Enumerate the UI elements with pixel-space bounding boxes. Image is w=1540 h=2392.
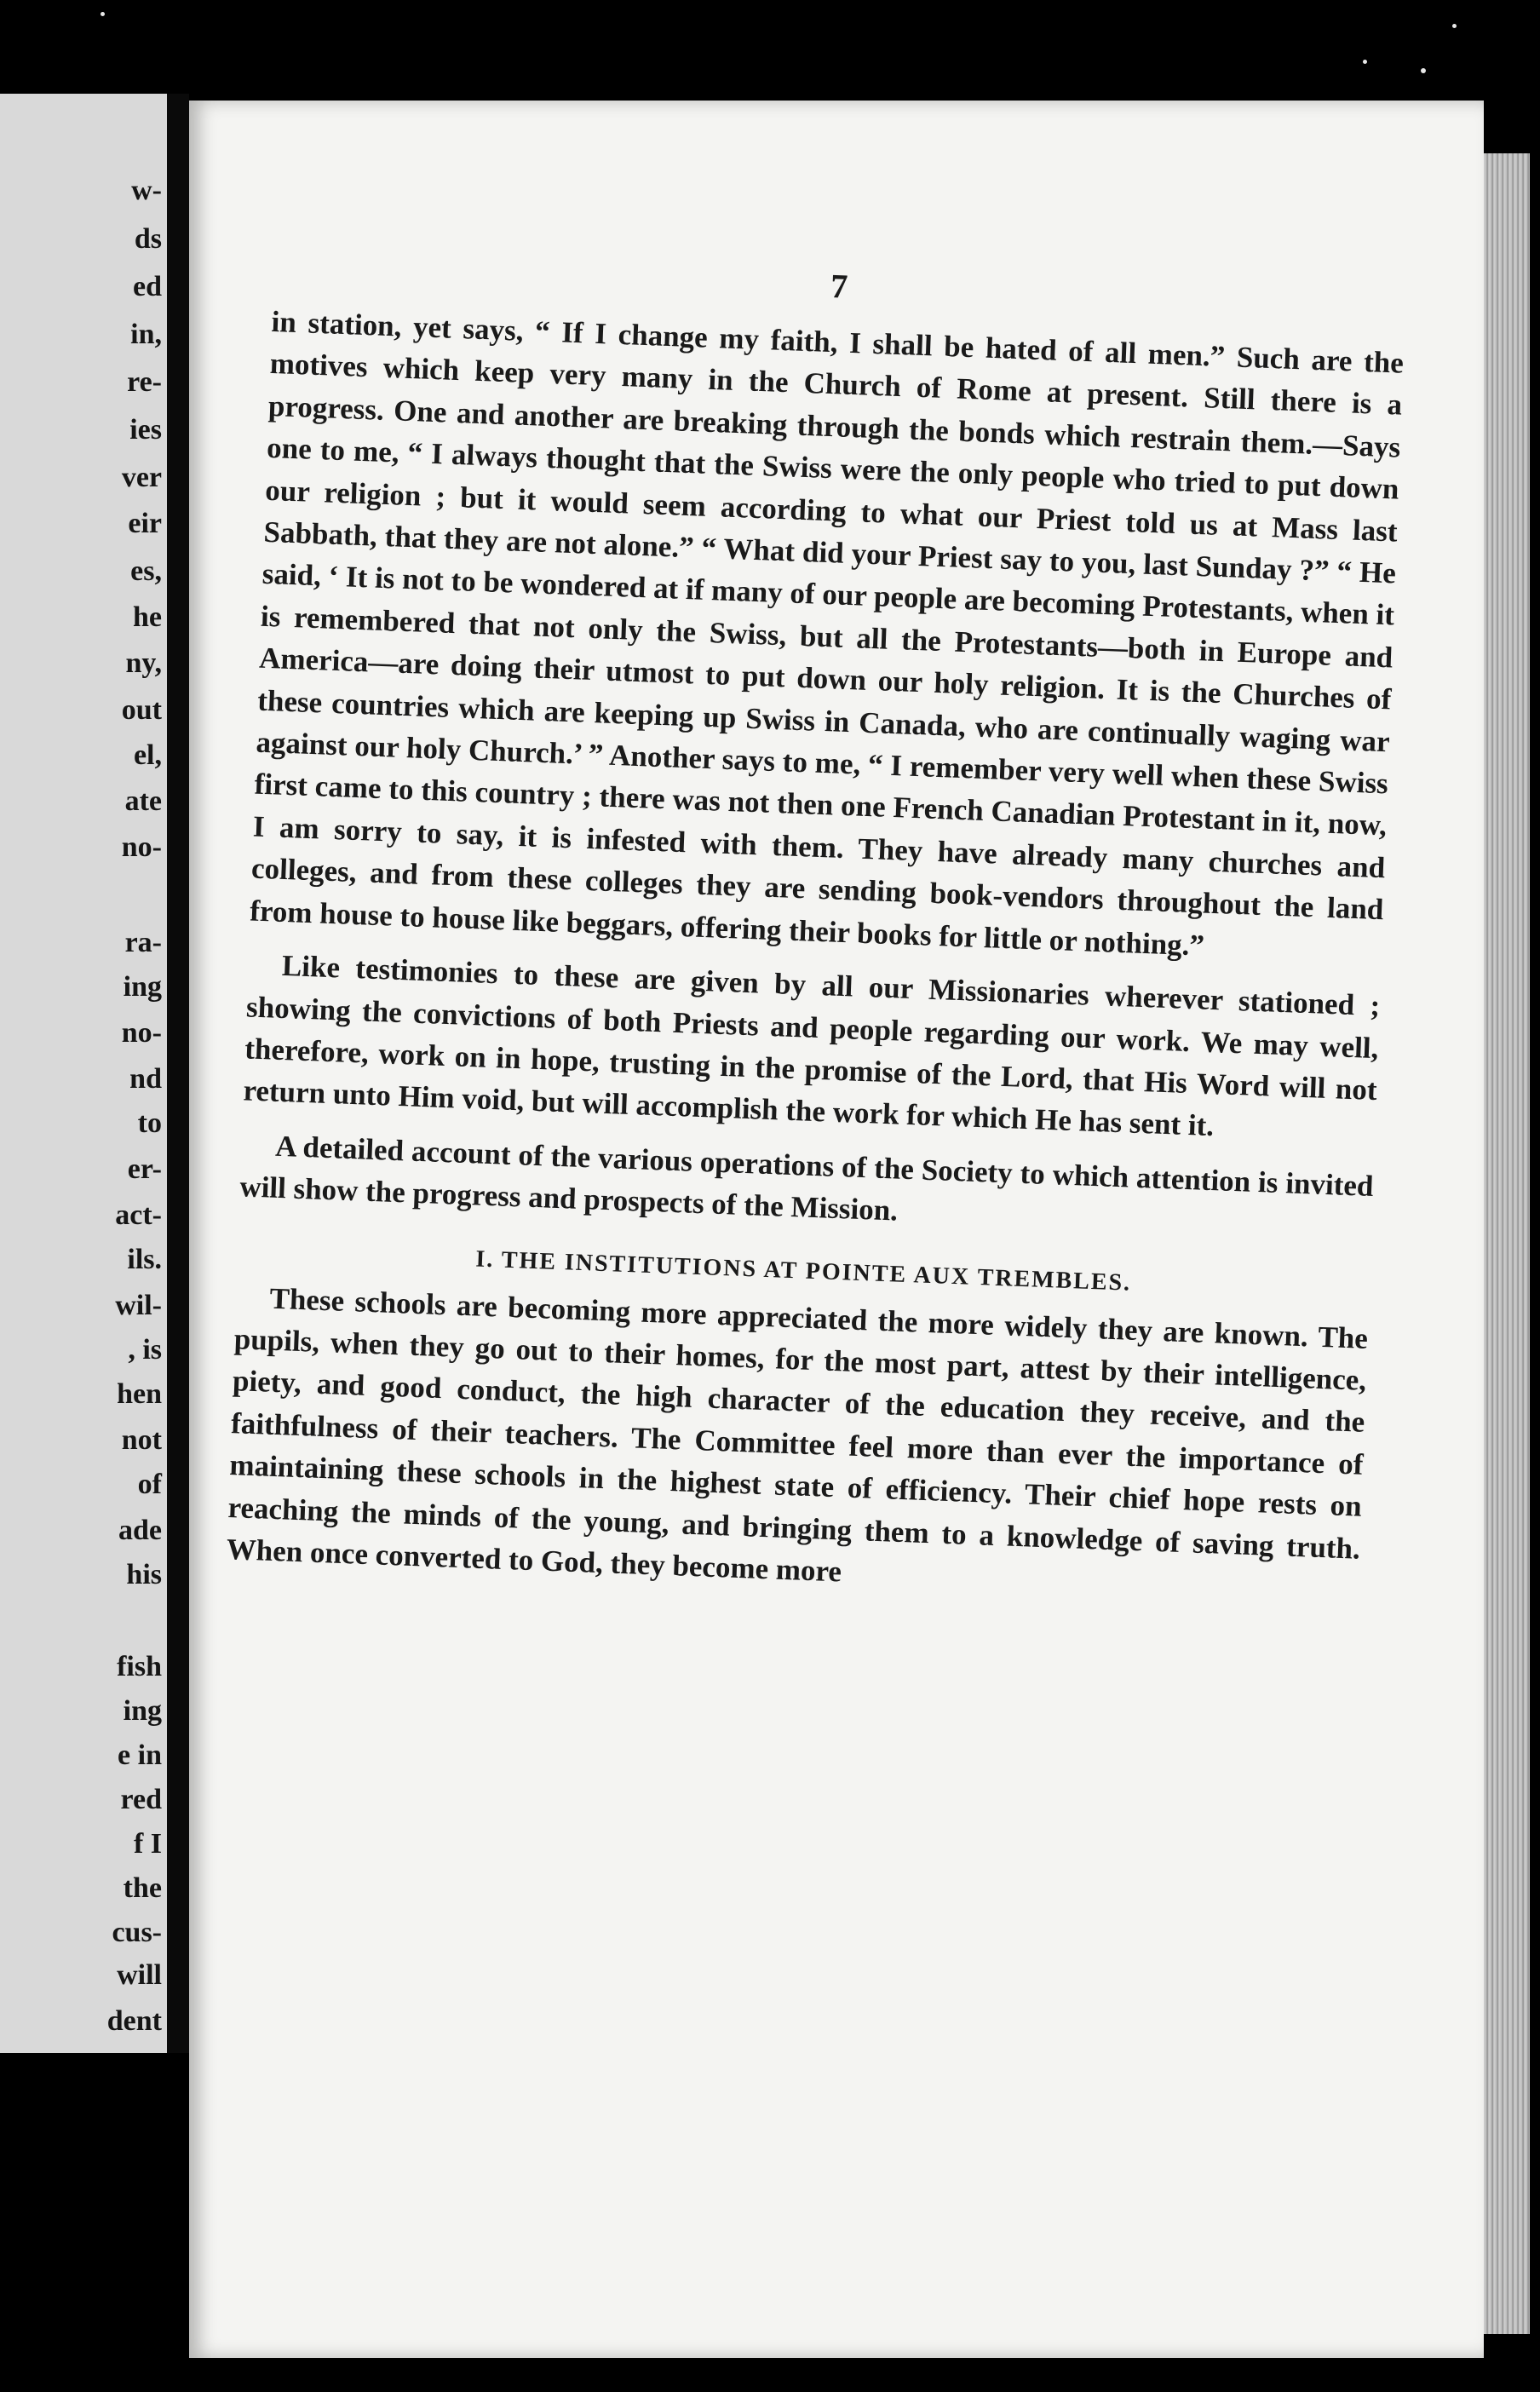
previous-page-line-fragment: e in [118,1739,162,1771]
previous-page-line-fragment: ade [118,1515,162,1546]
previous-page-line-fragment: fish [117,1651,162,1682]
paragraph-continuation: in station, yet says, “ If I change my faith, I shall be hated of all men.” Such are the motives which keep very many in the Church of Rome at present. Still there is a progress. One and another are breaking through the bonds which restrain them.—Says one to me, “ I always thought that the Swiss were the only people who tried to put down our religion ; but it would seem according to what our Priest told us at Mass last Sabbath, that they are not alone.” “ What did your Priest say to you, last Sunday ?” “ He said, ‘ It is not to be wondered at if many of our people are becoming Protestants, when it is remembered that not only the Swiss, but all the Protestants—both in Europe and America—are doing their utmost to put down our holy religion. It is the Churches of these countries which are keeping up Swiss in Canada, who are continually waging war against our holy Church.’ ” Another says to me, “ I remember very well when these Swiss first came to this country ; there was not then one French Canadian Protestant in it, now, I am sorry to say, it is infested with them. They have already many churches and colleges, and from these colleges they are sending book-vendors throughout the land from house to house like beggars, offering their books for little or nothing.” [249,304,1405,963]
previous-page-line-fragment: w- [131,175,162,206]
page-edges [1484,153,1530,2334]
previous-page-line-fragment: dent [106,2005,162,2037]
previous-page-line-fragment: ing [123,971,162,1003]
previous-page-line-fragment: wil- [115,1290,162,1321]
page-number: 7 [830,266,850,306]
previous-page-line-fragment: he [133,601,162,633]
paragraph-schools: These schools are becoming more appreciated the more widely they are known. The pupils, when they go out to their homes, for the most part, attest by their intelligence, piety, and good conduct, the high character of the education they receive, and the faithfulness of their teachers. The Committee feel more than ever the importance of maintaining these schools in the highest state of efficiency. Their chief hope rests on reaching the minds of the young, and bringing them to a knowledge of saving truth. When once converted to God, they become more [226,1281,1369,1589]
previous-page-line-fragment: er- [127,1153,162,1185]
previous-page-line-fragment: the [123,1872,162,1904]
book-page [189,101,1484,2358]
previous-page-line-fragment: no- [121,1017,162,1049]
previous-page-line-fragment: in, [130,319,162,350]
previous-page-line-fragment: hen [117,1378,162,1410]
previous-page-line-fragment: ny, [125,647,162,679]
previous-page-line-fragment: cus- [112,1917,162,1948]
previous-page-line-fragment: out [121,694,162,726]
previous-page-line-fragment: ils. [127,1244,162,1275]
previous-page-line-fragment: el, [133,739,162,771]
previous-page-line-fragment: f I [133,1828,162,1860]
previous-page-line-fragment: of [137,1469,162,1500]
previous-page-line-fragment: red [120,1784,162,1815]
previous-page-line-fragment: ate [124,785,162,817]
previous-page-line-fragment: , is [128,1334,162,1366]
previous-page-line-fragment: ing [123,1695,162,1727]
previous-page-line-fragment: es, [130,555,162,587]
book-gutter [167,94,189,2053]
previous-page-line-fragment: ed [133,271,162,302]
previous-page-line-fragment: act- [115,1199,162,1231]
previous-page-line-fragment: ies [129,414,162,446]
dust-speck [1452,24,1457,28]
previous-page-line-fragment: ds [134,223,162,255]
previous-page-line-fragment: to [137,1107,162,1139]
previous-page-line-fragment: ver [121,462,162,493]
previous-page-line-fragment: re- [127,366,162,398]
section-heading: I. THE INSTITUTIONS AT POINTE AUX TREMBLES. [474,1245,1132,1297]
previous-page-line-fragment: will [117,1959,162,1991]
dust-speck [101,12,105,16]
previous-page-line-fragment: not [121,1424,162,1456]
page-content [226,245,1406,1612]
paragraph-detailed-account: A detailed account of the various operations of the Society to which attention is invited will show the progress and prospects of the Mission. [238,1129,1375,1228]
dust-speck [1363,60,1367,64]
previous-page-line-fragment: no- [121,831,162,863]
dust-speck [1421,68,1426,73]
previous-page-line-fragment: ra- [124,927,162,958]
paragraph-testimonies: Like testimonies to these are given by all our Missionaries wherever stationed ; showing the convictions of both Priests and people regarding our work. We may well, therefore, work on in hope, trusting in the promise of the Lord, that His Word will not return unto Him void, but will accomplish the work for which He has sent it. [242,949,1381,1143]
previous-page-fragment [0,94,167,2053]
previous-page-line-fragment: his [126,1559,162,1590]
previous-page-line-fragment: eir [128,508,162,539]
previous-page-line-fragment: nd [129,1063,162,1095]
